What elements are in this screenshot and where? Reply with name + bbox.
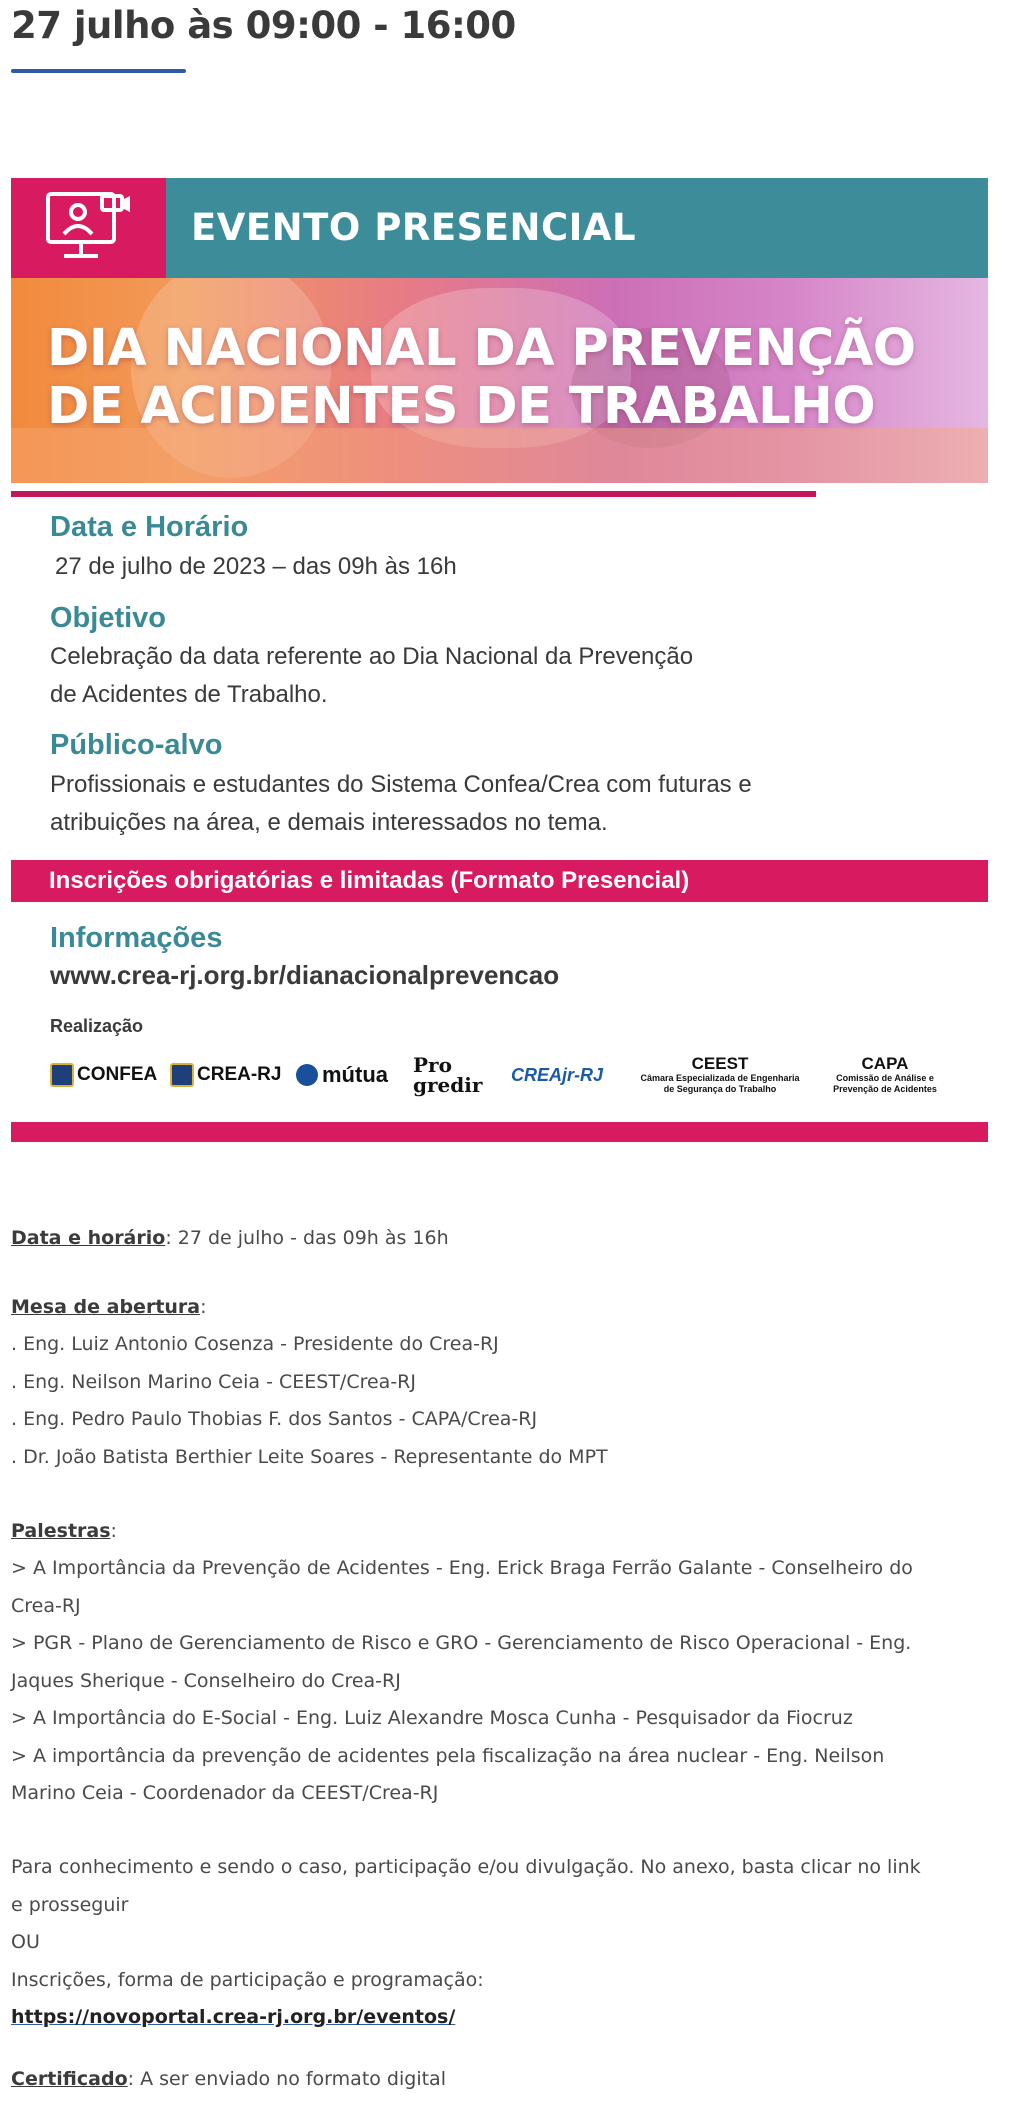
events-portal-link[interactable]: https://novoportal.crea-rj.org.br/eventos/ [11,2006,456,2028]
list-item: . Eng. Luiz Antonio Cosenza - Presidente do Crea-RJ [11,1333,499,1355]
banner-divider [11,491,816,497]
schedule-text: 27 de julho de 2023 – das 09h às 16h [55,553,457,580]
list-item: > PGR - Plano de Gerenciamento de Risco e GRO - Gerenciamento de Risco Operacional - Eng. [11,1632,912,1654]
talks-list [11,1550,913,1813]
certificate-label: Certificado [11,2068,128,2090]
confea-logo: CONFEA [50,1048,157,1102]
date-label: Data e horário [11,1227,166,1249]
list-item: Crea-RJ [11,1594,81,1617]
certificate-value: : A ser enviado no formato digital [127,2068,446,2090]
registration-notice-bar [11,860,988,902]
mutua-logo: mútua [296,1048,388,1102]
sponsor-logos [50,1048,980,1102]
heading-underline [11,69,186,73]
progredir-logo: Pro gredir [413,1053,483,1097]
banner-title: DIA NACIONAL DA PREVENÇÃO DE ACIDENTES DE TRABALHO [47,319,916,436]
opening-list [11,1326,608,1476]
participation-text: Para conhecimento e sendo o caso, participação e/ou divulgação. No anexo, basta clicar no link e prosseguir OU Inscrições, forma de participação e programação: https://novoportal.crea-rj.org.br/eventos/ [11,1856,921,2028]
objective-heading: Objetivo [50,602,167,634]
talks-label-line: Palestras: [11,1520,117,1542]
list-item: > A Importância da Prevenção de Acidentes - Eng. Erick Braga Ferrão Galante - Conselheiro do [11,1557,913,1579]
registration-notice: Inscrições obrigatórias e limitadas (Formato Presencial) [49,867,690,894]
schedule-heading: Data e Horário [50,511,249,543]
list-item: > A Importância do E-Social - Eng. Luiz Alexandre Mosca Cunha - Pesquisador da Fiocruz [11,1707,853,1729]
list-item: Jaques Sherique - Conselheiro do Crea-RJ [11,1669,401,1692]
list-item: . Eng. Pedro Paulo Thobias F. dos Santos - CAPA/Crea-RJ [11,1408,538,1430]
realizacao-label: Realização [50,1016,144,1036]
talks-label: Palestras [11,1520,111,1542]
crea-emblem-icon [170,1063,194,1087]
crea-jr-logo: CREAjr-RJ [511,1064,604,1085]
list-item: . Dr. João Batista Berthier Leite Soares - Representante do MPT [11,1445,608,1468]
objective-text: Celebração da data referente ao Dia Nacional da Prevenção de Acidentes de Trabalho. [50,643,694,708]
list-item: Marino Ceia - Coordenador da CEEST/Crea-RJ [11,1782,439,1804]
ceest-logo: CEEST Câmara Especializada de Engenharia de Segurança do Trabalho [640,1054,800,1094]
info-heading: Informações [50,922,223,954]
banner-bottom-strip [11,1122,988,1142]
banner-hero-image [11,278,988,483]
event-banner [11,178,988,1154]
capa-logo: CAPA Comissão de Análise e Prevenção de Acidentes [833,1054,937,1094]
certificate-line [11,2061,446,2099]
info-url: www.crea-rj.org.br/dianacionalprevencao [50,960,560,990]
event-type-label: EVENTO PRESENCIAL [191,206,637,249]
confea-emblem-icon [50,1063,74,1087]
opening-label: Mesa de abertura [11,1296,201,1318]
mutua-circle-icon [296,1064,318,1086]
audience-text: Profissionais e estudantes do Sistema Confea/Crea com futuras e atribuições na área, e demais interessados no tema. [50,771,752,836]
list-item: > A importância da prevenção de acidentes pela fiscalização na área nuclear - Eng. Neilson [11,1744,885,1767]
crea-rj-logo: CREA-RJ [170,1048,281,1102]
banner-icon-box [11,178,166,278]
audience-heading: Público-alvo [50,729,223,761]
opening-label-line: Mesa de abertura: [11,1296,207,1318]
date-value: : 27 de julho - das 09h às 16h [165,1227,449,1249]
video-conference-icon [44,190,132,266]
event-date-heading: 27 julho às 09:00 - 16:00 [11,4,516,47]
list-item: . Eng. Neilson Marino Ceia - CEEST/Crea-RJ [11,1370,416,1393]
date-line [11,1220,449,1258]
